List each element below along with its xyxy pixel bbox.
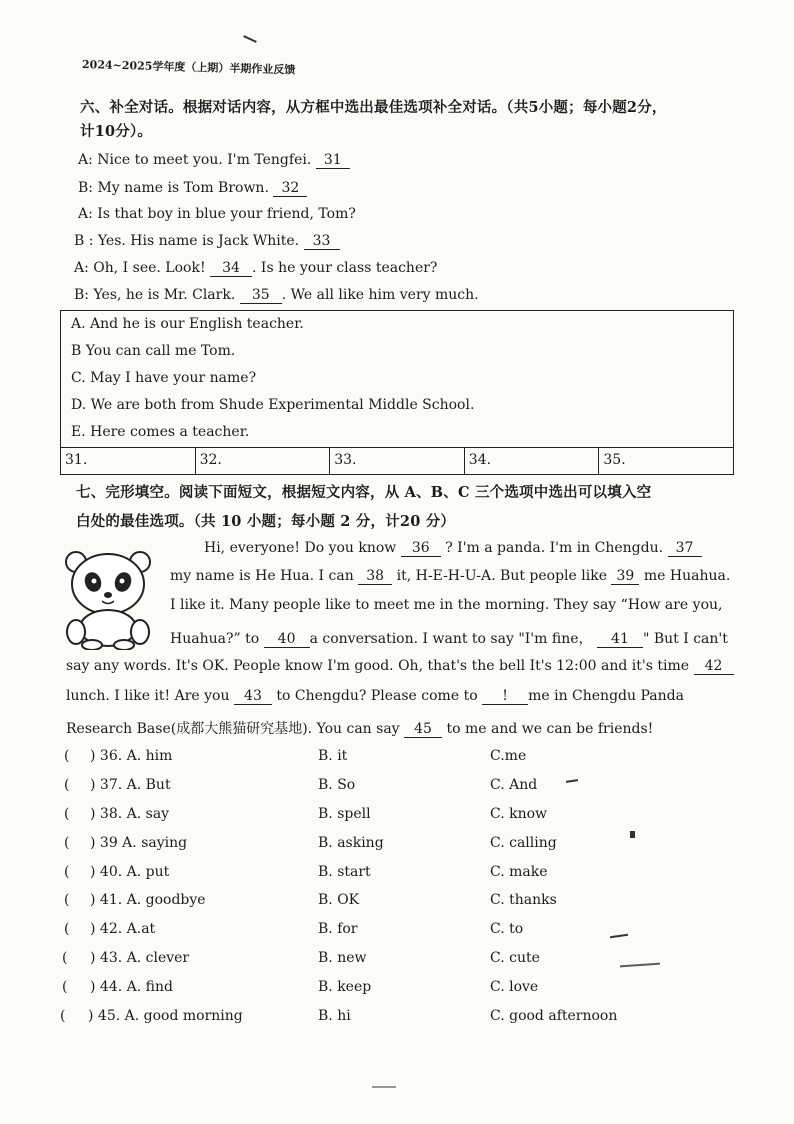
option-b: B You can call me Tom. [71, 343, 236, 359]
answer-cell-32[interactable]: 32. [196, 448, 331, 474]
question-41-c[interactable]: C. thanks [490, 892, 557, 908]
blank-39: 39 [611, 569, 639, 585]
question-44-c[interactable]: C. love [490, 979, 539, 995]
question-42-a[interactable]: ) 42. A.at [90, 921, 156, 937]
blank-38: 38 [358, 569, 392, 585]
answer-cell-31[interactable]: 31. [61, 448, 196, 474]
answer-paren[interactable]: ( [64, 835, 70, 851]
question-36-b[interactable]: B. it [318, 748, 348, 764]
dialogue-line-3: A: Is that boy in blue your friend, Tom? [78, 206, 356, 222]
blank-40: 40 [264, 632, 310, 648]
passage-line-3: I like it. Many people like to meet me in the morning. They say “How are you, [170, 597, 723, 613]
question-44-a[interactable]: ) 44. A. find [90, 979, 173, 995]
answer-paren[interactable]: ( [64, 921, 70, 937]
panda-illustration [62, 548, 154, 650]
blank-32: 32 [273, 181, 307, 197]
question-40-a[interactable]: ) 40. A. put [90, 864, 170, 880]
scan-mark [610, 934, 628, 938]
question-45-a[interactable]: ) 45. A. good morning [88, 1008, 243, 1024]
worksheet-header: 2024~2025学年度（上期）半期作业反馈 [81, 58, 296, 77]
answer-table [60, 447, 734, 475]
question-37-a[interactable]: ) 37. A. But [90, 777, 171, 793]
question-42-c[interactable]: C. to [490, 921, 524, 937]
option-d: D. We are both from Shude Experimental Middle School. [71, 397, 475, 413]
answer-paren[interactable]: ( [64, 748, 70, 764]
scan-mark [243, 35, 257, 43]
option-c: C. May I have your name? [71, 370, 257, 386]
question-37-c[interactable]: C. And [490, 777, 538, 793]
section7-title-line2: 白处的最佳选项。（共 10 小题；每小题 2 分，计20 分） [76, 513, 456, 530]
question-38-c[interactable]: C. know [490, 806, 548, 822]
blank-42: 42 [694, 659, 734, 675]
passage-line-4: Huahua?” to 40 a conversation. I want to say "I'm fine， 41 " But I can't [170, 631, 728, 647]
question-39-a[interactable]: ) 39 A. saying [90, 835, 188, 851]
scan-mark [620, 963, 660, 968]
question-43-c[interactable]: C. cute [490, 950, 540, 966]
option-e: E. Here comes a teacher. [71, 424, 250, 440]
blank-44: ! [482, 689, 528, 705]
question-42-b[interactable]: B. for [318, 921, 358, 937]
answer-paren[interactable]: ( [64, 892, 70, 908]
question-40-b[interactable]: B. start [318, 864, 371, 880]
dialogue-line-5: A: Oh, I see. Look! 34 . Is he your class teacher? [74, 260, 438, 276]
section6-title-line1: 六、补全对话。根据对话内容，从方框中选出最佳选项补全对话。（共5小题；每小题2分， [80, 99, 667, 116]
scan-mark [630, 831, 635, 838]
blank-36: 36 [401, 541, 441, 557]
section7-title-line1: 七、完形填空。阅读下面短文，根据短文内容，从 A、B、C 三个选项中选出可以填入空 [76, 484, 652, 501]
question-43-a[interactable]: ) 43. A. clever [90, 950, 190, 966]
section6-title-line2: 计10分）。 [80, 123, 153, 140]
passage-line-5: say any words. It's OK. People know I'm good. Oh, that's the bell It's 12:00 and it's time 42 [66, 658, 734, 675]
answer-paren[interactable]: ( [64, 864, 70, 880]
scan-mark [566, 779, 578, 783]
question-44-b[interactable]: B. keep [318, 979, 372, 995]
dialogue-line-4: B : Yes. His name is Jack White. 33 [74, 233, 340, 250]
answer-paren[interactable]: ( [62, 950, 68, 966]
question-39-b[interactable]: B. asking [318, 835, 384, 851]
options-box [60, 310, 734, 447]
scan-mark [372, 1086, 396, 1088]
blank-35: 35 [240, 288, 282, 304]
blank-45: 45 [404, 722, 442, 738]
answer-paren[interactable]: ( [62, 979, 68, 995]
blank-41: 41 [597, 632, 643, 648]
passage-line-6: lunch. I like it! Are you 43 to Chengdu? Please come to ! me in Chengdu Panda [66, 688, 684, 704]
question-45-b[interactable]: B. hi [318, 1008, 351, 1024]
dialogue-line-1: A: Nice to meet you. I'm Tengfei. 31 [78, 152, 350, 169]
blank-33: 33 [304, 234, 340, 250]
blank-31: 31 [316, 153, 350, 169]
question-43-b[interactable]: B. new [318, 950, 367, 966]
answer-cell-35[interactable]: 35. [603, 452, 626, 468]
dialogue-line-2: B: My name is Tom Brown. 32 [78, 180, 307, 197]
blank-43: 43 [234, 689, 272, 705]
question-38-a[interactable]: ) 38. A. say [90, 806, 170, 822]
question-41-b[interactable]: B. OK [318, 892, 360, 908]
question-36-c[interactable]: C.me [490, 748, 527, 764]
question-45-c[interactable]: C. good afternoon [490, 1008, 618, 1024]
answer-cell-34[interactable]: 34. [465, 448, 600, 474]
question-38-b[interactable]: B. spell [318, 806, 371, 822]
question-40-c[interactable]: C. make [490, 864, 548, 880]
passage-line-7: Research Base(成都大熊猫研究基地). You can say 45 to me and we can be friends! [66, 721, 654, 737]
dialogue-line-6: B: Yes, he is Mr. Clark. 35 . We all like him very much. [74, 287, 479, 303]
passage-line-1: Hi, everyone! Do you know 36 ? I'm a panda. I'm in Chengdu. 37 [204, 540, 702, 557]
answer-paren[interactable]: ( [64, 777, 70, 793]
question-36-a[interactable]: ) 36. A. him [90, 748, 173, 764]
answer-cell-33[interactable]: 33. [330, 448, 465, 474]
question-39-c[interactable]: C. calling [490, 835, 557, 851]
option-a: A. And he is our English teacher. [71, 316, 304, 332]
blank-37: 37 [668, 541, 702, 557]
blank-34: 34 [210, 261, 252, 277]
question-37-b[interactable]: B. So [318, 777, 356, 793]
question-41-a[interactable]: ) 41. A. goodbye [90, 892, 206, 908]
answer-paren[interactable]: ( [64, 806, 70, 822]
answer-paren[interactable]: ( [60, 1008, 66, 1024]
passage-line-2: my name is He Hua. I can 38 it, H-E-H-U-A. But people like 39 me Huahua. [170, 568, 731, 584]
